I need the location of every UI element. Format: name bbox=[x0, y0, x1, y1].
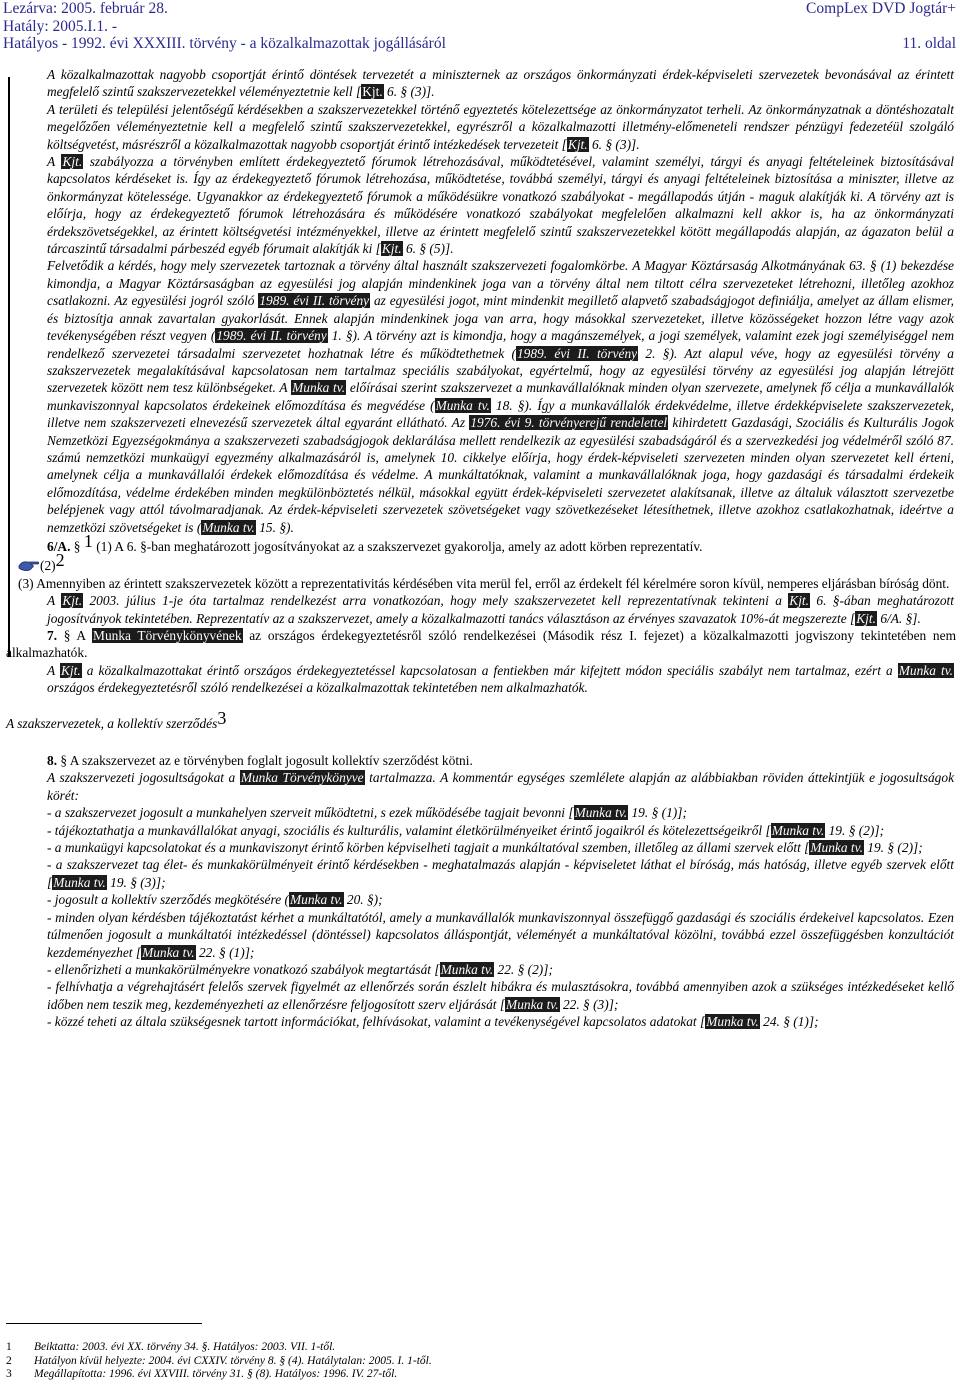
munka-tv-link[interactable]: Munka tv. bbox=[898, 662, 953, 678]
munka-tv-link[interactable]: Munka tv. bbox=[292, 380, 346, 396]
document-title: Hatályos - 1992. évi XXXIII. törvény - a közalkalmazottak jogállásáról bbox=[3, 35, 446, 52]
paragraph-1: A közalkalmazottak nagyobb csoportját érintő döntések tervezetét a miniszternek az országos önkormányzati érdek-képviseleti szervezetek bevonásával az érintett megfelelő szintű szakszervezetekkel véleményeztetnie kell [Kjt. 6. § (3)]. bbox=[47, 67, 954, 100]
paragraph-7: A szakszervezeti jogosultságokat a Munka Törvénykönyve tartalmazza. A kommentár egységes szemlélete alapján az alábbiakban röviden áttekintjük e jogosultságok körét: bbox=[47, 770, 955, 803]
paragraph-4: Felvetődik a kérdés, hogy mely szervezetek tartoznak a törvény által használt szakszervezeti fogalomkörbe. A Magyar Köztársaság Alkotmányának 63. § (1) bekezdése kimondja, a Magyar Köztársaságban az egyesülési jog alapján mindenkinek joga van a törvény által nem tiltott célra szervezeteket létrehozni, illetőleg azokhoz csatlakozni. Az egyesülési jogról szóló 1989. évi II. törvény az egyesülési jogot, mint mindenkit megillető alapvető szabadságjogot definiálja, amelyet az állam elismer, és biztosítja annak zavartalan gyakorlását. Ennek alapján mindenkinek joga van arra, hogy másokkal szervezeteket, illetve közösségeket hozzon létre vagy azok tevékenységében részt vegyen (1989. évi II. törvény 1. §). A törvény azt is kimondja, hogy a magánszemélyek, a jogi személyek, valamint ezek jogi személyiséggel nem rendelkező szervezetei társadalmi szervezetet hozhatnak létre és működtethetnek (1989. évi II. törvény 2. §). Azt alapul véve, hogy az egyesülési törvény a szakszervezetek megalakításával kapcsolatosan nem tartalmaz speciális szabályokat, egyértelmű, hogy az egyesülési törvény az egyesülési jog alapján létrejött szervezetek között nem tesz különbségeket. A Munka tv. előírásai szerint szakszervezet a munkavállalóknak minden olyan szervezete, amelynek fő célja a munkavállalók munkaviszonnyal kapcsolatos érdekeinek előmozdítása és megvédése (Munka tv. 18. §). Így a munkavállalók érdekvédelme, illetve érdekképviselete szakszervezetek, illetve nem szakszervezeti elnevezésű szervezetek által egyaránt ellátható. Az 1976. évi 9. törvényerejű rendelettel kihirdetett Gazdasági, Szociális és Kulturális Jogok Nemzetközi Egyezségokmánya a szakszervezeti szabadságjogok deklarálása mellett rendelkezik az egyesülési szabadságáról és a szervezkedési jog védelméről szóló 87. számú nemzetközi munkaügyi egyezmény alkalmazásáról is, amelynek 10. cikkelye előírja, hogy érdek-képviseleti szervezeten minden olyan szervezetet kell érteni, amelynek célja a munkavállalói érdekek előmozdítása és védelme. A munkáltatóknak, valamint a munkavállalóknak joga, hogy gazdasági és társadalmi érdekeik előmozdítása, védelme érdekében minden megkülönböztetés nélkül, másokkal együtt érdek-képviseleti szervezetet alakítsanak, illetve az általuk választott szervezetbe belépjenek vagy attól távolmaradjanak. Az érdek-képviseleti szervezetek szövetségeket vagy szövetkezéseket létesíthetnek, illetve azokhoz csatlakozhatnak, ideértve a nemzetközi szövetségeket is (Munka tv. 15. §). bbox=[47, 258, 954, 535]
kjt-link[interactable]: Kjt. bbox=[62, 593, 83, 609]
list-item: - közzé teheti az általa szükségesnek tartott információkat, felhívásokat, valamint a tevékenységével kapcsolatos adatokat [Munka tv. 24. § (1)]; bbox=[47, 1014, 819, 1030]
paragraph-6: A Kjt. a közalkalmazottakat érintő országos érdekegyeztetéssel kapcsolatosan a fentiekben már kifejtett módon speciális szabályt nem tartalmaz, ezért a Munka tv. országos érdekegyeztetésről szóló rendelkezései a közalkalmazottak tekintetében nem alkalmazhatók. bbox=[47, 662, 953, 696]
section-6a-3: (3) Amennyiben az érintett szakszervezetek között a reprezentativitás kérdésében vita merül fel, erről az érdekelt fél kérelmére soron kívül, nemperes eljárásban bíróság dönt. bbox=[18, 575, 950, 591]
munka-tv-link[interactable]: Munka tv. bbox=[574, 805, 628, 821]
law-1989-link[interactable]: 1989. évi II. törvény bbox=[516, 345, 638, 361]
footnotes bbox=[6, 1341, 432, 1382]
page-number: 11. oldal bbox=[902, 35, 956, 52]
kjt-link[interactable]: Kjt. bbox=[567, 136, 588, 152]
law-1989-link[interactable]: 1989. évi II. törvény bbox=[216, 328, 327, 344]
list-item: - a szakszervezet jogosult a munkahelyen szerveit működtetni, s ezek működésébe tagjait bevonni [Munka tv. 19. § (1)]; bbox=[47, 805, 687, 821]
section-7: 7. § A Munka Törvénykönyvének az országos érdekegyeztetésről szóló rendelkezései (Második rész I. fejezet) a közalkalmazotti jogviszony tekintetében nem alkalmazhatók. bbox=[6, 628, 956, 661]
list-item: - a munkaügyi kapcsolatokat és a munkaviszonyt érintő körben képviselheti tagjait a munkáltatóval szemben, illetőleg az állami szervek előtt [Munka tv. 19. § (2)]; bbox=[47, 840, 923, 856]
decree-1976-link[interactable]: 1976. évi 9. törvényerejű rendelettel bbox=[470, 415, 668, 431]
footnote-item: 3 Megállapította: 1996. évi XXVIII. törvény 31. § (8). Hatályos: 1996. IV. 27-től. bbox=[6, 1368, 398, 1380]
paragraph-2: A területi és települési jelentőségű kérdésekben a szakszervezetekkel történő egyeztetés kötelezettsége az önkormányzatot terheli. Az önkormányzatnak a döntéshozatalt megelőzően véleményeztetnie kell a megfelelő szintű szakszervezetekkel, egyrészről a közalkalmazotti illetmény-előmeneteli rendszer pénzügyi fedezetéül szolgáló költségvetést, másrészről a közalkalmazottak nagyobb csoportját érintő intézkedések tervezeteit [Kjt. 6. § (3)]. bbox=[47, 101, 954, 152]
munka-tv-link[interactable]: Munka tv. bbox=[53, 874, 106, 890]
munka-tv-link[interactable]: Munka tv. bbox=[810, 840, 863, 856]
footnote-item: 1 Beiktatta: 2003. évi XX. törvény 34. §. Hatályos: 2003. VII. 1-től. bbox=[6, 1341, 336, 1353]
munka-torvenykonyv-link[interactable]: Munka Törvénykönyvének bbox=[93, 628, 242, 643]
kjt-link[interactable]: Kjt. bbox=[856, 610, 876, 626]
list-item: - ellenőrizheti a munkakörülményekre vonatkozó szabályok megtartását [Munka tv. 22. § (2)]; bbox=[47, 961, 553, 977]
footnote-divider bbox=[6, 1323, 202, 1324]
list-item: - minden olyan kérdésben tájékoztatást kérhet a munkáltatótól, amely a munkavállalók munkaviszonnyal összefüggő gazdasági és szociális érdekeivel kapcsolatos. Ezen túlmenően jogosult a munkáltatói intézkedéssel (döntéssel) kapcsolatos álláspontját, véleményét a munkáltatóval közölni, továbbá ezzel összefüggésben konzultációt kezdeményezhet [Munka tv. 22. § (1)]; bbox=[47, 909, 954, 960]
munka-tv-link[interactable]: Munka tv. bbox=[142, 944, 195, 960]
pointing-hand-icon[interactable] bbox=[18, 558, 40, 572]
list-item: - felhívhatja a végrehajtásért felelős szervek figyelmét az ellenőrzés során észlelt hibákra és mulasztásokra, továbbá amennyiben azok a szükséges intézkedéseket kellő időben nem teszik meg, kezdeményezheti az ellenőrzésre feljogosított szerv eljárását [Munka tv. 22. § (3)]; bbox=[47, 979, 954, 1012]
footnote-item: 2 Hatályon kívül helyezte: 2004. évi CXXIV. törvény 8. § (4). Hatálytalan: 2005. I. 1-től. bbox=[6, 1354, 432, 1367]
kjt-link[interactable]: Kjt. bbox=[362, 84, 383, 100]
munka-torvenykonyv-link[interactable]: Munka Törvénykönyve bbox=[240, 770, 364, 786]
paragraph-3: A Kjt. szabályozza a törvényben említett érdekegyeztető fórumok létrehozásával, működtetésével, valamint személyi, tárgyi és anyagi feltételeinek biztosításával kapcsolatos kérdéseket is. Így az érdekegyeztető fórumok létrehozása, működtetése, továbbá személyi, tárgyi és anyagi feltételeinek biztosítása a miniszter, illetve az önkormányzat kötelessége. Ugyanakkor az érdekegyeztető fórumok a működésükre vonatkozó szabályokat - megállapodás útján - maguk alakítják ki. A törvény azt is előírja, hogy az érdekegyeztető fórumok létrehozására és működésére vonatkozó szabályokat megfelelően alkalmazni kell akkor is, ha az önkormányzati érdekszövetségekkel, az érintett költségvetési intézményekkel, illetve az érintett megfelelő szintű szakszervezetekkel kötött megállapodás alapján, az ágazaton belül a tárcaszintű társadalmi párbeszéd egyéb fórumait alakítják ki [Kjt. 6. § (5)]. bbox=[47, 154, 954, 257]
kjt-link[interactable]: Kjt. bbox=[62, 154, 83, 170]
law-1989-link[interactable]: 1989. évi II. törvény bbox=[259, 293, 370, 309]
section-6a-2: (2)2 bbox=[6, 557, 956, 574]
munka-tv-link[interactable]: Munka tv. bbox=[435, 397, 490, 413]
munka-tv-link[interactable]: Munka tv. bbox=[202, 519, 255, 535]
list-item: - jogosult a kollektív szerződés megkötésére (Munka tv. 20. §); bbox=[47, 892, 383, 908]
section-8: 8. § A szakszervezet az e törvényben foglalt jogosult kollektív szerződést kötni. bbox=[47, 753, 473, 769]
list-item: - a szakszervezet tag élet- és munkakörülményeit érintő kérdésekben - meghatalmazás alapján - képviseletet láthat el bíróság, más hatóság, illetve egyéb szervek előtt [Munka tv. 19. § (3)]; bbox=[47, 857, 954, 890]
product-name: CompLex DVD Jogtár+ bbox=[806, 0, 956, 17]
page-header bbox=[0, 0, 960, 52]
lezaras-date: Lezárva: 2005. február 28. bbox=[3, 0, 168, 17]
section-heading: A szakszervezetek, a kollektív szerződés3 bbox=[6, 707, 227, 731]
munka-tv-link[interactable]: Munka tv. bbox=[771, 822, 825, 838]
section-6a-1: 6/A. § 1 (1) A 6. §-ban meghatározott jogosítványokat az a szakszervezet gyakorolja, amely az adott körben reprezentatív. bbox=[47, 530, 703, 554]
document-body bbox=[6, 66, 956, 1031]
munka-tv-link[interactable]: Munka tv. bbox=[506, 996, 559, 1012]
paragraph-5: A Kjt. 2003. július 1-je óta tartalmaz rendelkezést arra vonatkozóan, hogy mely szakszervezetet kell reprezentatívnak tekinteni a Kjt. 6. §-ában meghatározott jogosítványok tekintetében. Reprezentatív az a szakszervezet, amely a közalkalmazotti tanács választáson az érvényes szavazatok 10%-át megszerezte [Kjt. 6/A. §]. bbox=[47, 593, 954, 626]
munka-tv-link[interactable]: Munka tv. bbox=[706, 1014, 759, 1030]
kjt-link[interactable]: Kjt. bbox=[61, 662, 81, 678]
hataly-range: Hatály: 2005.I.1. - bbox=[3, 18, 118, 35]
munka-tv-link[interactable]: Munka tv. bbox=[440, 961, 494, 977]
kjt-link[interactable]: Kjt. bbox=[789, 593, 810, 609]
kjt-link[interactable]: Kjt. bbox=[381, 241, 402, 257]
list-item: - tájékoztathatja a munkavállalókat anyagi, szociális és kulturális, valamint életkörülményeiket érintő jogaikról és kötelezettségeikről [Munka tv. 19. § (2)]; bbox=[47, 822, 885, 838]
munka-tv-link[interactable]: Munka tv. bbox=[289, 892, 343, 908]
